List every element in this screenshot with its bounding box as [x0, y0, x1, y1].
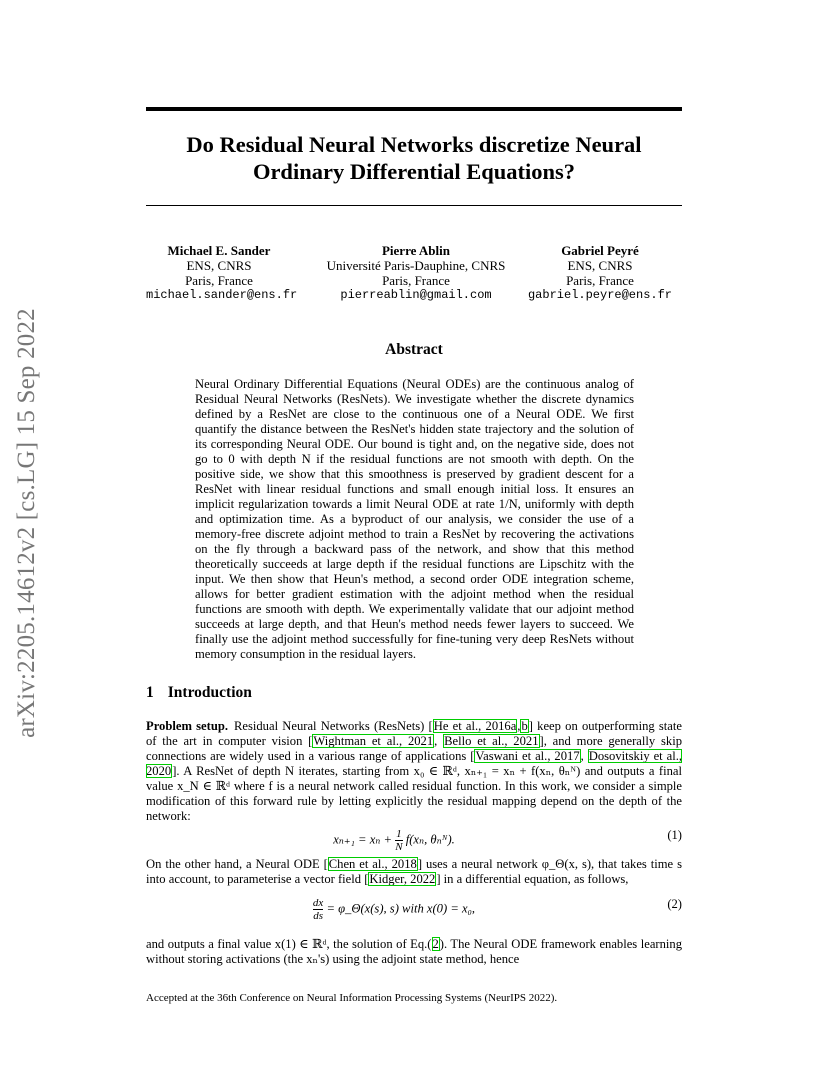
fraction [395, 828, 402, 853]
author-affiliation: ENS, CNRS [186, 258, 252, 273]
text-run: ] in a differential equation, as follows, [436, 872, 629, 886]
text-run: ], and more generally skip connections are widely used in a various range of applications [ [146, 734, 682, 763]
arxiv-stamp [4, 290, 50, 755]
arxiv-id: arXiv:2205.14612v2 [cs.LG] 15 Sep 2022 [13, 307, 40, 738]
author-name: Pierre Ablin [381, 243, 450, 258]
citation-link[interactable]: Wightman et al., 2021 [313, 734, 434, 748]
author-location: Paris, France [382, 273, 450, 288]
citation-link[interactable]: Vaswani et al., 2017 [475, 749, 580, 763]
title-rule-bottom [146, 205, 682, 206]
equation-number: (1) [667, 828, 682, 842]
paragraph-lead: Problem setup. [146, 719, 228, 733]
section-title: Introduction [167, 684, 252, 701]
author-name: Gabriel Peyré [561, 243, 639, 258]
author-name: Michael E. Sander [167, 243, 271, 258]
author-block [146, 243, 298, 303]
abstract-heading: Abstract [385, 341, 443, 358]
citation-link[interactable]: b [521, 719, 528, 733]
equation-1 [146, 828, 682, 853]
citation-link[interactable]: Chen et al., 2018 [328, 857, 417, 871]
citation-link[interactable]: Kidger, 2022 [369, 872, 436, 886]
author-location: Paris, France [185, 273, 253, 288]
fraction-denominator: ds [313, 910, 323, 922]
author-affiliation: ENS, CNRS [567, 258, 633, 273]
author-email[interactable]: gabriel.peyre@ens.fr [527, 288, 673, 302]
text-run: , [580, 749, 588, 763]
paragraph-outputs [146, 937, 682, 967]
citation-link[interactable]: He et al., 2016a [433, 719, 517, 733]
author-email[interactable]: pierreablin@gmail.com [340, 288, 492, 302]
text-run: , [517, 719, 521, 733]
text-run: ]. A ResNet of depth N iterates, starting from x₀ ∈ ℝᵈ, xₙ₊₁ = xₙ + f(xₙ, θₙᴺ) and outputs a final value x_N ∈ ℝᵈ where f is a neural network called residual function. In this work, we consider a simple modification of this forward rule by letting explicitly the residual mapping depend on the depth of the network: [146, 764, 682, 823]
text-run: ] uses a neural network φ_Θ(x, s), that takes time s into account, to parameterise a vector field [ [146, 857, 682, 886]
title-rule-top [146, 107, 682, 111]
author-block [316, 243, 516, 303]
paragraph-problem-setup [146, 719, 682, 824]
author-affiliation: Université Paris-Dauphine, CNRS [326, 258, 506, 273]
text-run: , [434, 734, 444, 748]
text-run: Residual Neural Networks (ResNets) [ [234, 719, 433, 733]
equation-rhs: f(xₙ, θₙᴺ). [405, 832, 455, 847]
text-run: and outputs a final value x(1) ∈ ℝᵈ, the solution of Eq.( [146, 937, 432, 951]
equation-2 [146, 897, 682, 927]
text-run: ). The Neural ODE framework enables learning without storing activations (the xₙ's) using the adjoint state method, hence [146, 937, 682, 966]
fraction-denominator: N [395, 841, 403, 853]
citation-link[interactable]: Bello et al., 2021 [444, 734, 539, 748]
citation-link[interactable]: Dosovitskiy et al., 2020 [146, 749, 682, 778]
author-location: Paris, France [566, 273, 634, 288]
fraction-numerator: 1 [396, 828, 402, 840]
paragraph-neural-ode [146, 857, 682, 887]
text-run: On the other hand, a Neural ODE [ [146, 857, 328, 871]
equation-lhs: xₙ₊₁ = xₙ + [333, 832, 393, 847]
fraction-numerator: dx [312, 897, 324, 909]
author-block [525, 243, 675, 303]
equation-reference-link[interactable]: 2 [432, 937, 439, 951]
equation-rhs: = φ_Θ(x(s), s) with x(0) = x₀, [326, 901, 476, 916]
text-run: ] keep on outperforming state of the art in computer vision [ [146, 719, 682, 748]
section-heading [146, 684, 252, 702]
section-number: 1 [146, 684, 154, 701]
equation-number: (2) [667, 897, 682, 911]
footnote: Accepted at the 36th Conference on Neural Information Processing Systems (NeurIPS 2022). [146, 992, 558, 1004]
fraction [313, 897, 323, 922]
paper-title: Do Residual Neural Networks discretize Neural Ordinary Differential Equations? [186, 132, 642, 184]
author-email[interactable]: michael.sander@ens.fr [146, 288, 298, 302]
abstract-text: Neural Ordinary Differential Equations (Neural ODEs) are the continuous analog of Residual Neural Networks (ResNets). We investigate whether the discrete dynamics defined by a ResNet are close to the continuous one of a Neural ODE. We first quantify the distance between the ResNet's hidden state trajectory and the solution of its corresponding Neural ODE. Our bound is tight and, on the negative side, does not go to 0 with depth N if the residual functions are not smooth with depth. On the positive side, we show that this smoothness is preserved by gradient descent for a ResNet with linear residual functions and small enough initial loss. It ensures an implicit regularization towards a limit Neural ODE at rate 1/N, uniformly with depth and optimization time. As a byproduct of our analysis, we consider the use of a memory-free discrete adjoint method to train a ResNet by recovering the activations on the fly through a backward pass of the network, and show that this method theoretically succeeds at large depth if the residual functions are Lipschitz with the input. We then show that Heun's method, a second order ODE integration scheme, allows for better gradient estimation with the adjoint method when the residual functions are smooth with depth. We experimentally validate that our adjoint method succeeds at large depth, and that Heun's method needs fewer layers to succeed. We finally use the adjoint method successfully for fine-tuning very deep ResNets without memory consumption in the residual layers. [195, 377, 634, 661]
